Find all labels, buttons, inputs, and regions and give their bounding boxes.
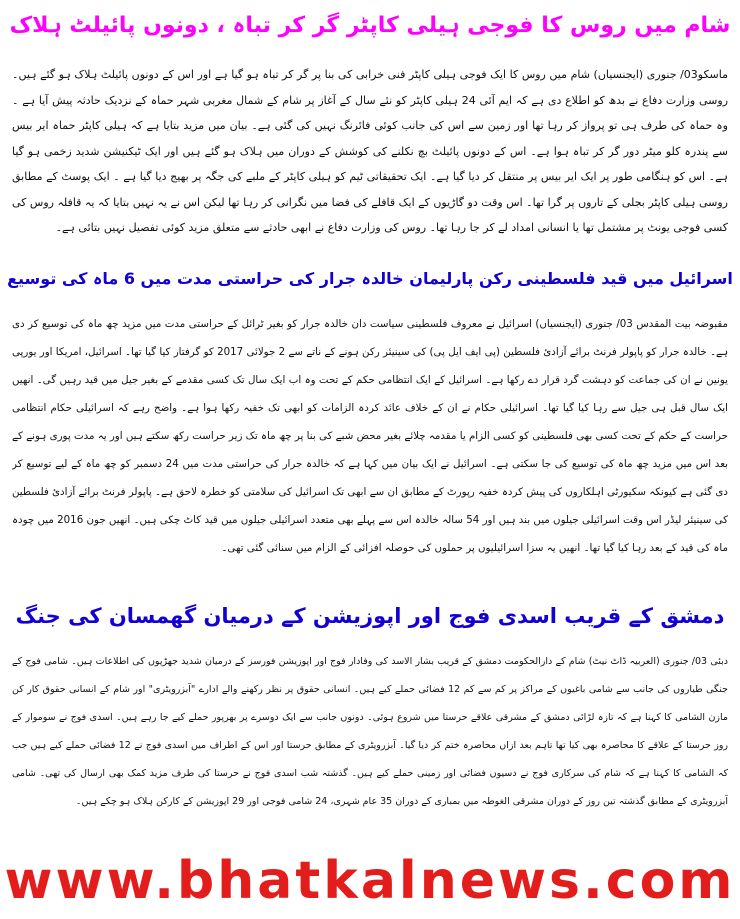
article-khalida-jarrar-body xyxy=(12,310,728,586)
article-russia-helicopter-body xyxy=(12,62,728,248)
article-paragraph: مقبوضہ بیت المقدس 03/ جنوری (ایجنسیاں) اسرائیل نے معروف فلسطینی سیاست دان خالدہ جرار کو بغیر ٹرائل کے حراستی مدت میں مزید چھ ماہ کی توسیع کر دی ہے۔ خالدہ جرار کو پاپولر فرنٹ برائے آزادیٔ فلسطین (پی ایف ایل پی) کی سینیئر رکن ہونے کے ناتے سے 2 جولائی 2017 کو گرفتار کیا گیا تھا۔ اسرائیل، امریکا اور یورپی یونین نے ان کی جماعت کو دہشت گرد قرار دے رکھا ہے۔ اسرائیل کے ایک انتظامی حکم کے تحت وہ اب ایک سال تک کسی مقدمے کے بغیر جیل میں قید رہیں گی۔ انھیں ایک سال قبل ہی جیل سے رہا کیا گیا تھا۔ اسرائیلی حکام نے ان کے خلاف عائد کردہ الزامات کو ابھی تک خفیہ رکھا ہوا ہے۔ واضح رہے کہ اسرائیلی حکام انتظامی حراست کے حکم کے تحت کسی بھی فلسطینی کو کسی الزام یا مقدمہ چلائے بغیر محض شبے کی بنا پر چھ ماہ تک زیر حراست رکھ سکتے ہیں اور یہ مدت پوری ہونے کے بعد اس میں مزید چھ ماہ کی توسیع کی جا سکتی ہے۔ اسرائیل نے ایک بیان میں کہا ہے کہ خالدہ جرار کی حراستی مدت میں 24 دسمبر کو چھ ماہ کے لیے توسیع کر دی گئی ہے کیونکہ سکیورٹی اہلکاروں کی پیش کردہ خفیہ رپورٹ کے مطابق ان سے ابھی تک اسرائیل کی سلامتی کو خطرہ لاحق ہے۔ پاپولر فرنٹ برائے آزادیٔ فلسطین کی سینیئر لیڈر اس وقت اسرائیلی جیلوں میں بند ہیں اور 54 سالہ خالدہ اس سے پہلے بھی متعدد اسرائیلی جیلوں میں قید کاٹ چکی ہیں۔ انھیں جون 2016 میں چودہ ماہ کی قید کے بعد رہا کیا گیا تھا۔ انھیں یہ سزا اسرائیلیوں پر حملوں کی حوصلہ افزائی کے الزام میں سنائی گئی تھی۔ xyxy=(12,318,728,554)
website-footer: www.bhatkalnews.com xyxy=(4,851,736,911)
article-paragraph: ماسکو03/ جنوری (ایجنسیاں) شام میں روس کا ایک فوجی ہیلی کاپٹر فنی خرابی کی بنا پر گر کر تباہ ہو گیا ہے اور اس کے دونوں پائیلٹ ہلاک ہو گئے ہیں۔ روسی وزارت دفاع نے بدھ کو اطلاع دی ہے کہ ایم آئی 24 ہیلی کاپٹر کو نئے سال کے آغاز پر شام کے شمال مغربی شہر حماہ کے نزدیک حادثہ پیش آیا ہے ۔ وہ حماہ کی طرف ہی تو پرواز کر رہا تھا اور زمین سے اس کی جانب کوئی فائرنگ نہیں کی گئی ہے۔ بیان میں مزید بتایا ہے کہ ہیلی کاپٹر حماہ ایر بیس سے پندرہ کلو میٹر دور گر کر تباہ ہوا ہے۔ اس کے دونوں پائیلٹ بچ نکلنے کی کوشش کے دوران میں ہلاک ہو گئے ہیں اور ایک ٹیکنیشن شدید زخمی ہو گیا ہے۔ اس کو ہنگامی طور پر ایک ایر بیس پر منتقل کر دیا گیا ہے۔ ایک تحقیقاتی ٹیم کو ہیلی کاپٹر کے ملبے کی جگہ پر بھیج دیا گیا ہے ۔ ایک پوسٹ کے مطابق روسی ہیلی کاپٹر بجلی کے تاروں پر گرا تھا۔ اس وقت دو گاڑیوں کے ایک قافلے کی فضا میں نگرانی کر رہا تھا لیکن اس نے یہ نہیں بتایا کہ یہ قافلہ روس کی کسی فوجی یونٹ پر مشتمل تھا یا انسانی امداد لے کر جا رہا تھا۔ روس کی وزارت دفاع نے ابھی حادثے سے متعلق مزید کوئی تفصیل نہیں بتائی ہے۔ xyxy=(12,68,728,234)
headline-russia-helicopter: شام میں روس کا فوجی ہیلی کاپٹر گر کر تباہ ، دونوں پائیلٹ ہلاک xyxy=(9,13,731,38)
headline-damascus-battle: دمشق کے قریب اسدی فوج اور اپوزیشن کے درمیان گھمسان کی جنگ xyxy=(15,604,725,628)
headline-khalida-jarrar: اسرائیل میں قید فلسطینی رکن پارلیمان خالدہ جرار کی حراستی مدت میں 6 ماہ کی توسیع xyxy=(7,269,733,288)
article-damascus-battle-body xyxy=(12,648,728,840)
article-paragraph: دبئی 03/ جنوری (العربیہ ڈاٹ نیٹ) شام کے دارالحکومت دمشق کے قریب بشار الاسد کی وفادار فوج اور اپوزیشن فورسز کے درمیان شدید جھڑپوں کی اطلاعات ہیں۔ شامی فوج کے جنگی طیاروں کی جانب سے شامی باغیوں کے مراکز پر کم سے کم 12 فضائی حملے کیے ہیں۔ انسانی حقوق پر نظر رکھنے والے ادارے "آبزرویٹری" اور شام کے انسانی حقوق کار کن مازن الشامی کا کہنا ہے کہ تازہ لڑائی دمشق کے مشرقی علاقے حرستا میں شروع ہوئی۔ دونوں جانب سے ایک دوسرے پر بھرپور حملے کیے جا رہے ہیں۔ اسدی فوج نے سوموار کے روز حرستا کے علاقے کا محاصرہ بھی کیا تھا تاہم بعد ازاں محاصرہ ختم کر دیا گیا۔ آبزرویٹری کے مطابق حرستا اور اس کے اطراف میں اسدی فوج نے 12 فضائی حملے کیے ہیں جب کہ الشامی کا کہنا ہے کہ شام کی سرکاری فوج نے دسیوں فضائی اور زمینی حملے کیے ہیں۔ گذشتہ شب اسدی فوج نے حرستا کی طرف مزید کمک بھی ارسال کی تھی۔ شامی آبزرویٹری کے مطابق گذشتہ تین روز کے دوران مشرقی الغوطہ میں بمباری کے دوران 35 عام شہری، 24 شامی فوجی اور 29 اپوزیشن کے کارکن ہلاک ہو چکے ہیں۔ xyxy=(12,656,728,807)
